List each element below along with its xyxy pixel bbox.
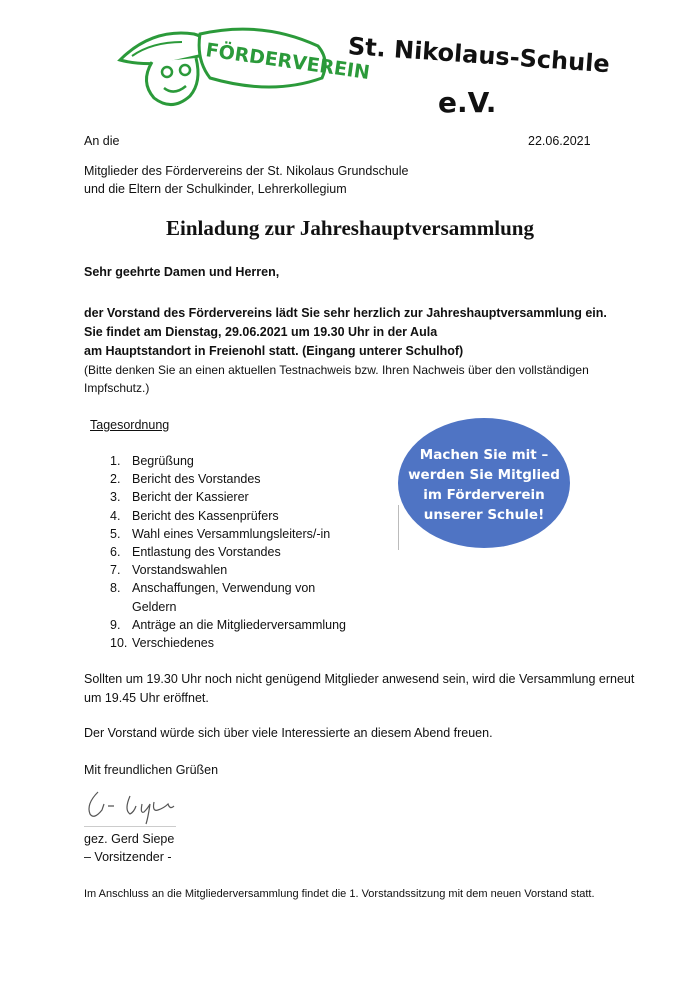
membership-promo-badge xyxy=(398,418,570,548)
regards: Mit freundlichen Grüßen xyxy=(84,763,219,777)
agenda-item: 5. Wahl eines Versammlungsleiters/-in xyxy=(110,526,331,541)
document-title: Einladung zur Jahreshauptversammlung xyxy=(166,216,534,240)
agenda-item: 6. Entlastung des Vorstandes xyxy=(110,545,281,560)
signer-role: – Vorsitzender - xyxy=(84,850,172,864)
logo-text: FÖRDERVEREIN xyxy=(204,39,372,84)
promo-line-2: werden Sie Mitglied xyxy=(408,467,560,483)
closing-note: Der Vorstand würde sich über viele Interessierte an diesem Abend freuen. xyxy=(84,726,493,740)
recipients-line-1: Mitglieder des Fördervereins der St. Nikolaus Grundschule xyxy=(84,164,409,178)
agenda-item: 4. Bericht des Kassenprüfers xyxy=(110,508,279,523)
school-name xyxy=(347,24,611,119)
promo-line-1: Machen Sie mit – xyxy=(419,447,549,463)
recipients-line-2: und die Eltern der Schulkinder, Lehrerkollegium xyxy=(84,182,347,196)
letter-date: 22.06.2021 xyxy=(528,134,591,148)
salutation: Sehr geehrte Damen und Herren, xyxy=(84,265,280,279)
agenda-item: 9. Anträge an die Mitgliederversammlung xyxy=(110,617,346,632)
promo-line-4: unserer Schule! xyxy=(423,507,545,523)
agenda-heading: Tagesordnung xyxy=(90,418,170,432)
agenda-item: 10. Verschiedenes xyxy=(110,636,215,651)
invitation-line-2: Sie findet am Dienstag, 29.06.2021 um 19.30 Uhr in der Aula xyxy=(84,325,438,339)
note-line-1: (Bitte denken Sie an einen aktuellen Testnachweis bzw. Ihren Nachweis über den vollständigen xyxy=(84,363,589,377)
invitation-line-1: der Vorstand des Fördervereins lädt Sie sehr herzlich zur Jahreshauptversammlung ein. xyxy=(84,306,607,320)
school-name-line2: e.V. xyxy=(438,86,497,119)
agenda-item: 1. Begrüßung xyxy=(110,454,194,468)
agenda-list xyxy=(110,452,372,652)
agenda-item: 2. Bericht des Vorstandes xyxy=(110,472,261,487)
foerderverein-logo xyxy=(112,20,372,110)
signer-name: gez. Gerd Siepe xyxy=(84,832,175,846)
invitation-line-3: am Hauptstandort in Freienohl statt. (Eingang unterer Schulhof) xyxy=(84,344,464,358)
signature-line xyxy=(84,826,176,827)
school-name-line1: St. Nikolaus-Schule xyxy=(347,32,611,79)
quorum-line-2: um 19.45 Uhr eröffnet. xyxy=(84,691,209,705)
signature-image xyxy=(84,784,184,828)
divider-line xyxy=(398,505,399,550)
agenda-item: 7. Vorstandswahlen xyxy=(110,563,228,578)
footer-note: Im Anschluss an die Mitgliederversammlung findet die 1. Vorstandssitzung mit dem neuen Vorstand statt. xyxy=(84,888,595,900)
address-to: An die xyxy=(84,134,120,148)
agenda-item: 8. Anschaffungen, Verwendung von Geldern xyxy=(110,581,316,614)
quorum-line-1: Sollten um 19.30 Uhr noch nicht genügend Mitglieder anwesend sein, wird die Versammlung erneut xyxy=(84,672,635,686)
promo-line-3: im Förderverein xyxy=(423,487,545,503)
agenda-item: 3. Bericht der Kassierer xyxy=(110,490,249,505)
note-line-2: Impfschutz.) xyxy=(84,381,150,395)
